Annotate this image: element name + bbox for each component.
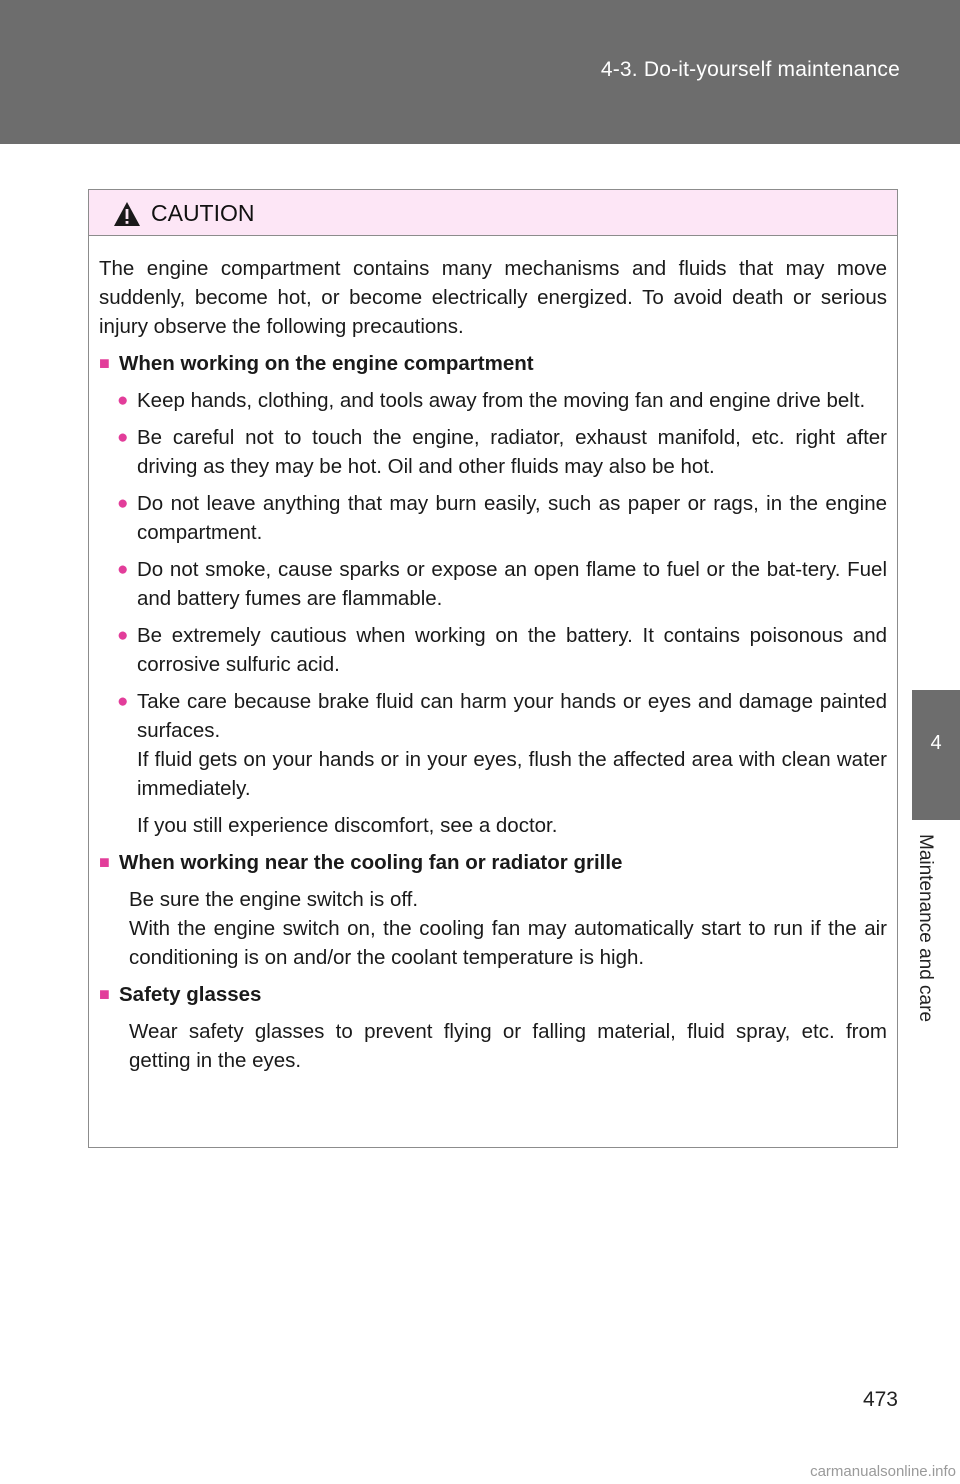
square-bullet-icon: ■ <box>99 852 110 872</box>
chapter-label: Maintenance and care <box>915 833 936 1023</box>
list-item <box>117 423 887 481</box>
circle-bullet-icon: ● <box>117 559 129 580</box>
chapter-number: 4 <box>930 732 942 754</box>
caution-header <box>89 190 897 236</box>
chapter-tab[interactable] <box>912 690 960 820</box>
section-heading-text: When working near the cooling fan or radiator grille <box>119 851 623 874</box>
list-item <box>117 489 887 547</box>
section-text: With the engine switch on, the cooling fan may automatically start to run if the air conditioning is on and/or the coolant temperature is high. <box>129 917 887 969</box>
watermark: carmanualsonline.info <box>810 1463 956 1480</box>
list-item-text: Keep hands, clothing, and tools away from the moving fan and engine drive belt. <box>137 389 866 412</box>
list-item-text: Be extremely cautious when working on the battery. It contains poisonous and corrosive sulfuric acid. <box>137 624 887 676</box>
list-item-text: Be careful not to touch the engine, radiator, exhaust manifold, etc. right after driving as they may be hot. Oil and other fluids may also be hot. <box>137 426 887 478</box>
section-heading <box>99 980 887 1009</box>
section-heading <box>99 349 887 378</box>
circle-bullet-icon: ● <box>117 390 129 411</box>
list-item-text: Do not smoke, cause sparks or expose an open flame to fuel or the bat-tery. Fuel and battery fumes are flammable. <box>137 558 887 610</box>
list-item <box>117 386 887 415</box>
list-item-note: If you still experience discomfort, see a doctor. <box>137 814 558 837</box>
list-item-text: Take care because brake fluid can harm your hands or eyes and damage painted surfaces. <box>137 690 887 742</box>
warning-triangle-icon <box>113 201 141 227</box>
circle-bullet-icon: ● <box>117 427 129 448</box>
header-bar <box>0 0 960 144</box>
section-heading-text: Safety glasses <box>119 983 262 1006</box>
list-item <box>117 621 887 679</box>
caution-box <box>88 189 898 1148</box>
chapter-label-wrap <box>912 828 960 1028</box>
page-number: 473 <box>862 1388 898 1411</box>
caution-body <box>89 236 897 1075</box>
caution-intro: The engine compartment contains many mechanisms and fluids that may move suddenly, become hot, or become electrically energized. To avoid death or serious injury observe the following precautions. <box>99 257 887 338</box>
section-text: Be sure the engine switch is off. <box>129 888 419 911</box>
section-text: Wear safety glasses to prevent flying or falling material, fluid spray, etc. from getting in the eyes. <box>129 1020 887 1072</box>
circle-bullet-icon: ● <box>117 625 129 646</box>
list-item-text: Do not leave anything that may burn easily, such as paper or rags, in the engine compartment. <box>137 492 887 544</box>
caution-title: CAUTION <box>151 200 255 226</box>
section-heading-text: When working on the engine compartment <box>119 352 534 375</box>
circle-bullet-icon: ● <box>117 691 129 712</box>
list-item <box>117 687 887 745</box>
section-heading <box>99 848 887 877</box>
section-title: 4-3. Do-it-yourself maintenance <box>600 58 900 81</box>
list-item <box>117 555 887 613</box>
square-bullet-icon: ■ <box>99 353 110 373</box>
list-item-continuation: If fluid gets on your hands or in your eyes, flush the affected area with clean water immediately. <box>137 748 887 800</box>
circle-bullet-icon: ● <box>117 493 129 514</box>
square-bullet-icon: ■ <box>99 984 110 1004</box>
